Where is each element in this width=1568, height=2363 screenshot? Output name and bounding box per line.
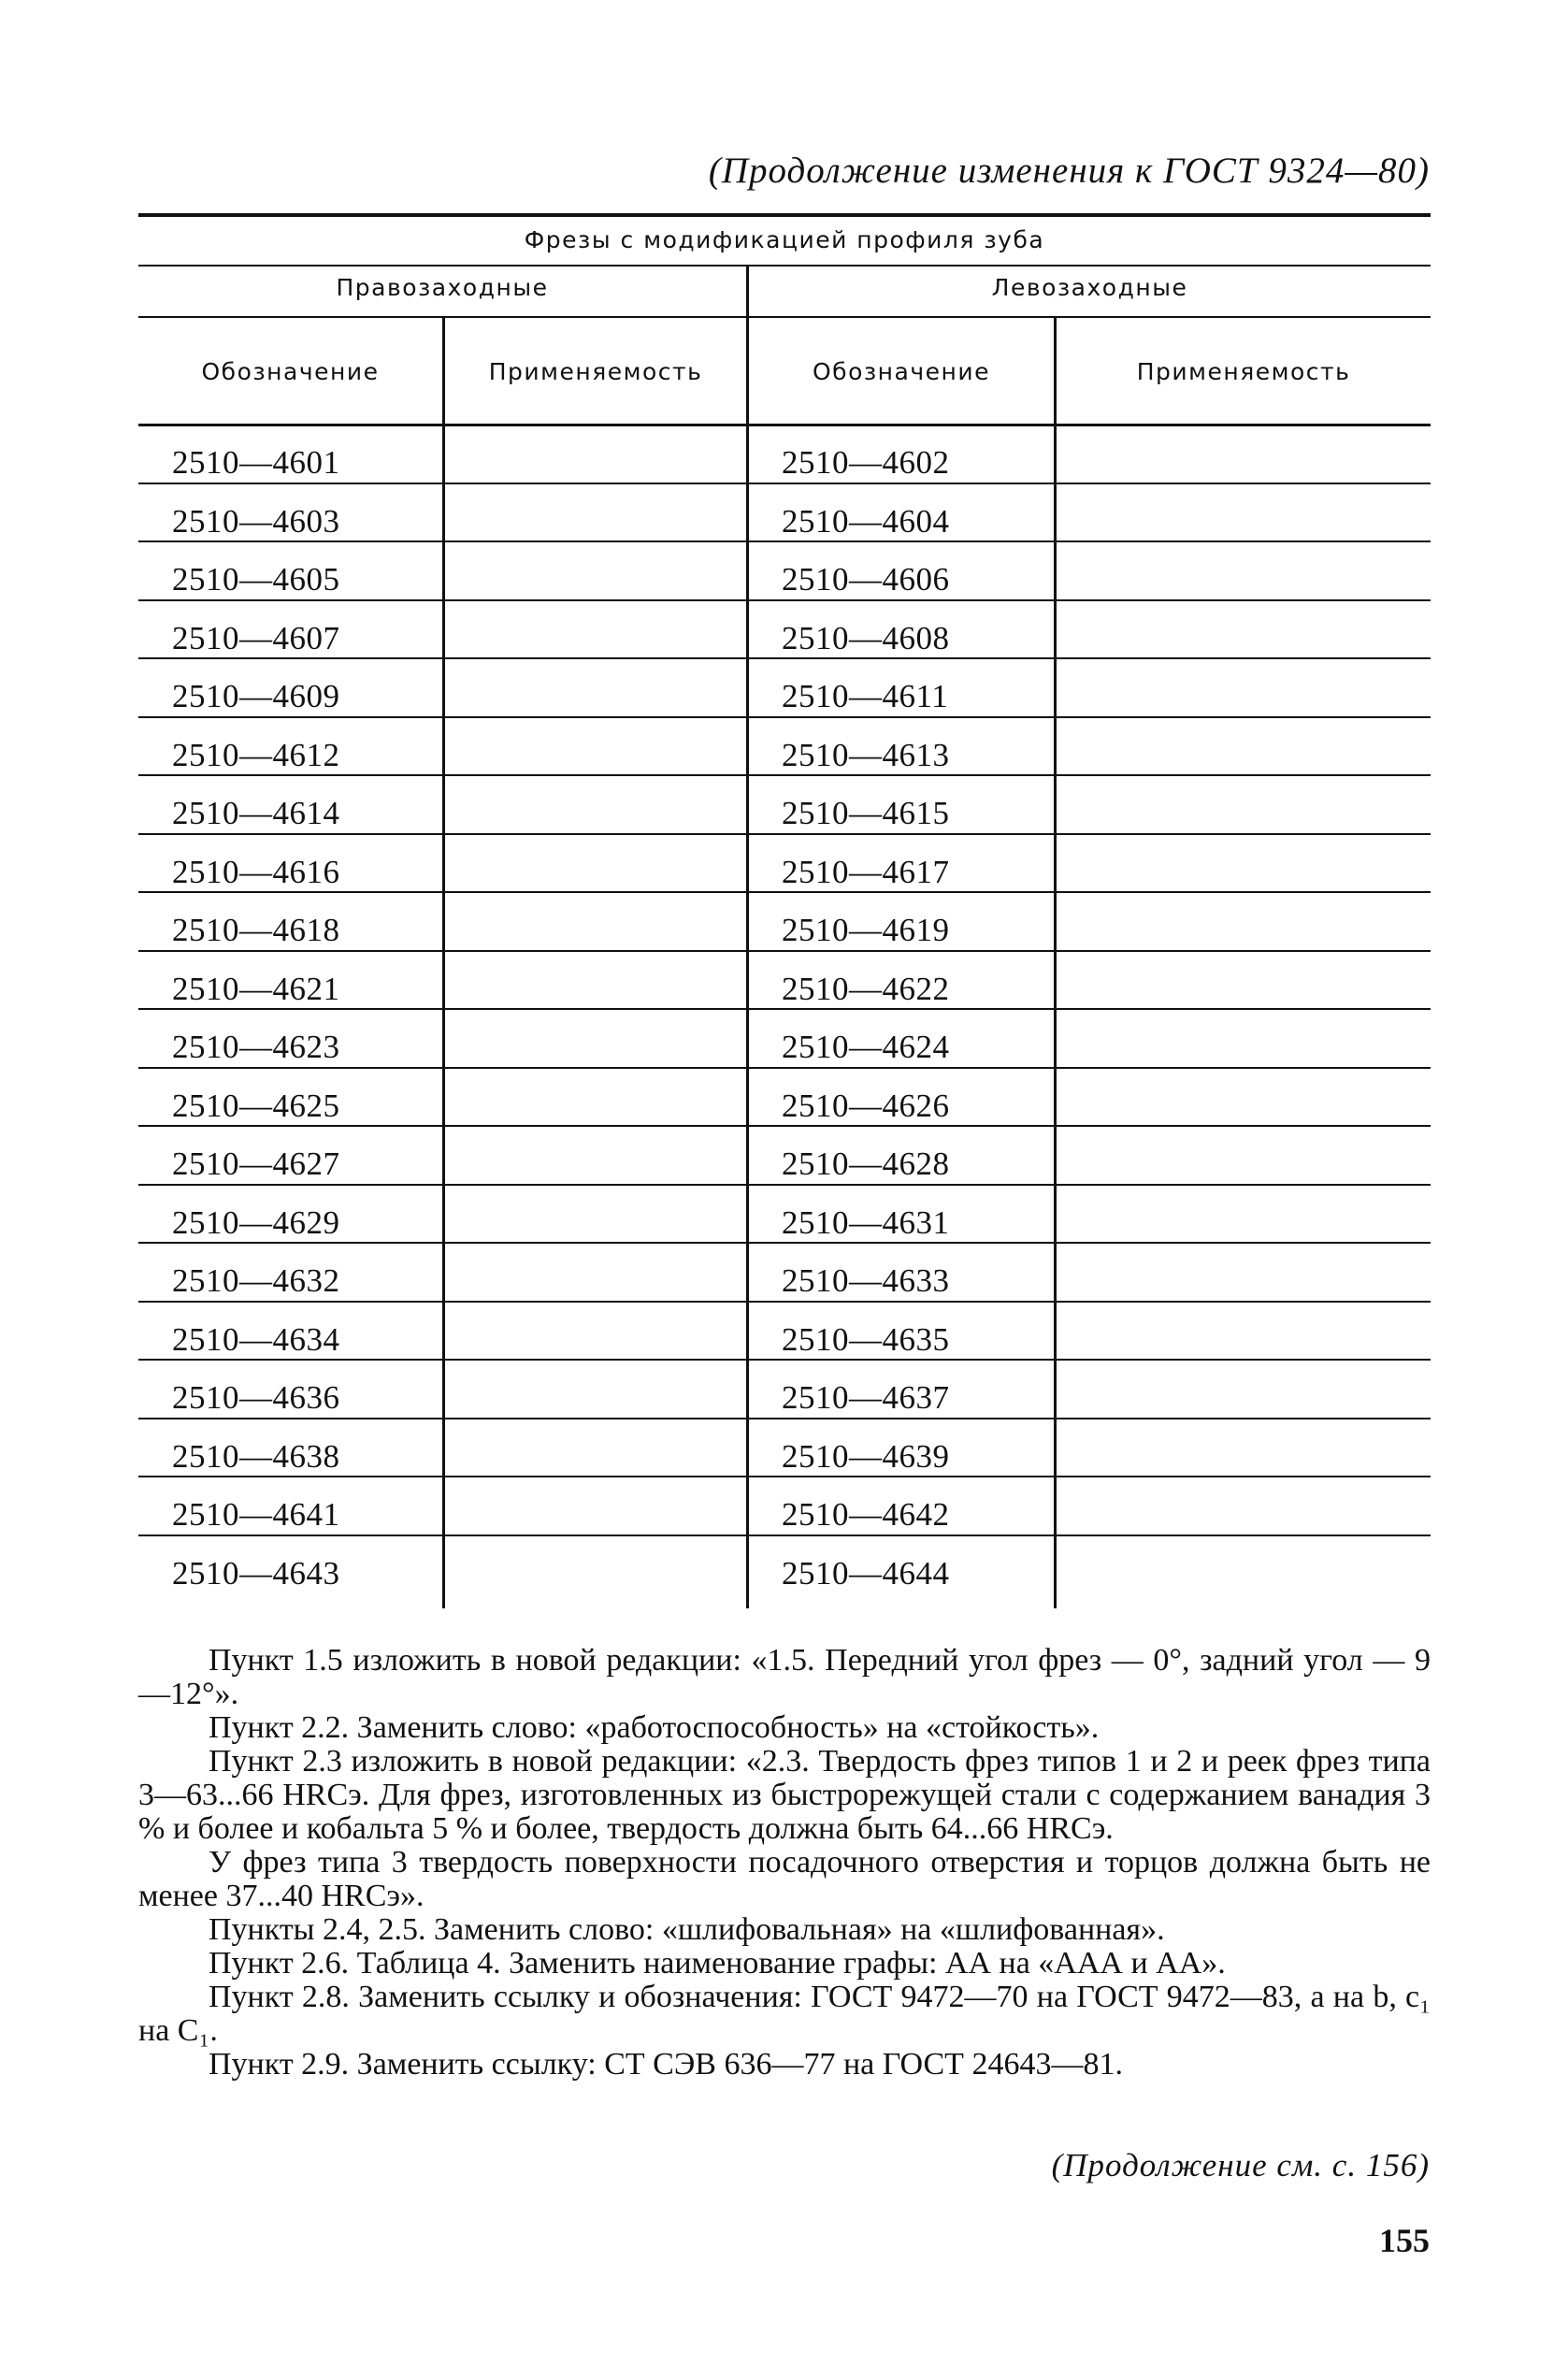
- row-rule: [1057, 774, 1431, 776]
- row-rule: [445, 1359, 746, 1361]
- left-hand-designation: 2510—4622: [782, 970, 950, 1007]
- left-hand-designation: 2510—4626: [782, 1087, 950, 1124]
- row-rule: [749, 774, 1054, 776]
- col-header-applicability: Применяемость: [488, 358, 703, 385]
- row-rule: [749, 1359, 1054, 1361]
- col-header-applicability: Применяемость: [1136, 358, 1351, 385]
- row-rule: [445, 483, 746, 484]
- row-rule: [138, 833, 442, 835]
- row-rule: [138, 891, 442, 893]
- row-rule: [749, 1301, 1054, 1303]
- group-header-left-hand: Левозаходные: [991, 274, 1188, 301]
- table-caption: Фрезы с модификацией профиля зуба: [524, 226, 1045, 253]
- row-rule: [445, 1184, 746, 1186]
- right-hand-designation: 2510—4607: [172, 619, 340, 656]
- row-rule: [749, 950, 1054, 952]
- row-rule: [445, 1008, 746, 1010]
- row-rule: [1057, 833, 1431, 835]
- left-hand-designation: 2510—4617: [782, 853, 950, 890]
- table-row: [138, 1132, 1431, 1191]
- left-hand-designation: 2510—4602: [782, 444, 950, 481]
- left-hand-designation: 2510—4635: [782, 1320, 950, 1358]
- row-rule: [1057, 599, 1431, 601]
- row-rule: [445, 774, 746, 776]
- table-row: [138, 1542, 1431, 1601]
- row-rule: [138, 657, 442, 659]
- col-header-designation: Обозначение: [201, 358, 380, 385]
- row-rule: [138, 1301, 442, 1303]
- right-hand-designation: 2510—4621: [172, 970, 340, 1007]
- row-rule: [1057, 1359, 1431, 1361]
- table-row: [138, 899, 1431, 958]
- row-rule: [445, 1067, 746, 1069]
- table-row: [138, 1191, 1431, 1250]
- row-rule: [1057, 1418, 1431, 1419]
- row-rule: [138, 1008, 442, 1010]
- left-hand-designation: 2510—4628: [782, 1145, 950, 1182]
- row-rule: [445, 1125, 746, 1127]
- running-head: (Продолжение изменения к ГОСТ 9324—80): [708, 151, 1430, 191]
- right-hand-designation: 2510—4643: [172, 1554, 340, 1592]
- left-hand-designation: 2510—4606: [782, 561, 950, 598]
- row-rule: [1057, 1476, 1431, 1477]
- table-header-rule: [138, 424, 1431, 426]
- table-row: [138, 548, 1431, 607]
- right-hand-designation: 2510—4601: [172, 444, 340, 481]
- row-rule: [749, 1125, 1054, 1127]
- row-rule: [1057, 1067, 1431, 1069]
- table-vline: [746, 267, 749, 316]
- row-rule: [1057, 657, 1431, 659]
- table-row: [138, 1074, 1431, 1133]
- right-hand-designation: 2510—4614: [172, 795, 340, 831]
- row-rule: [138, 1125, 442, 1127]
- table-rule: [138, 316, 1431, 318]
- row-rule: [138, 1184, 442, 1186]
- row-rule: [138, 774, 442, 776]
- group-header-right-hand: Правозаходные: [336, 274, 549, 301]
- right-hand-designation: 2510—4638: [172, 1437, 340, 1475]
- table-row: [138, 490, 1431, 549]
- table-row: [138, 1425, 1431, 1484]
- row-rule: [749, 1476, 1054, 1477]
- amendment-paragraph: Пункт 2.8. Заменить ссылку и обозначения: ГОСТ 9472—70 на ГОСТ 9472—83, a на b, c₁ на C₁.: [138, 1980, 1431, 2048]
- row-rule: [1057, 1184, 1431, 1186]
- page-number: 155: [1379, 2222, 1430, 2259]
- table-vline: [1054, 318, 1057, 424]
- right-hand-designation: 2510—4632: [172, 1262, 340, 1299]
- table-row: [138, 841, 1431, 900]
- left-hand-designation: 2510—4633: [782, 1262, 950, 1299]
- amendment-paragraph: Пункт 2.9. Заменить ссылку: СТ СЭВ 636—77 на ГОСТ 24643—81.: [209, 2047, 1123, 2082]
- row-rule: [138, 1476, 442, 1477]
- continuation-note: (Продолжение см. с. 156): [1051, 2147, 1430, 2183]
- row-rule: [138, 716, 442, 718]
- table-row: [138, 1483, 1431, 1542]
- row-rule: [445, 716, 746, 718]
- left-hand-designation: 2510—4644: [782, 1554, 950, 1592]
- row-rule: [138, 1535, 442, 1536]
- row-rule: [1057, 540, 1431, 542]
- row-rule: [1057, 1242, 1431, 1244]
- left-hand-designation: 2510—4611: [782, 678, 949, 714]
- table-row: [138, 1016, 1431, 1074]
- row-rule: [749, 1184, 1054, 1186]
- table-row: [138, 665, 1431, 724]
- row-rule: [749, 833, 1054, 835]
- left-hand-designation: 2510—4619: [782, 912, 950, 948]
- table-row: [138, 958, 1431, 1016]
- table-row: [138, 431, 1431, 490]
- row-rule: [445, 1476, 746, 1477]
- row-rule: [749, 1535, 1054, 1536]
- amendment-paragraph: Пункт 2.2. Заменить слово: «работоспособность» на «стойкость».: [209, 1710, 1100, 1745]
- row-rule: [445, 950, 746, 952]
- left-hand-designation: 2510—4613: [782, 736, 950, 773]
- table-row: [138, 1249, 1431, 1308]
- row-rule: [749, 891, 1054, 893]
- row-rule: [445, 1242, 746, 1244]
- right-hand-designation: 2510—4605: [172, 561, 340, 598]
- right-hand-designation: 2510—4634: [172, 1320, 340, 1358]
- row-rule: [138, 483, 442, 484]
- right-hand-designation: 2510—4618: [172, 912, 340, 948]
- amendment-text: [138, 1644, 1431, 2082]
- left-hand-designation: 2510—4642: [782, 1496, 950, 1533]
- table-row: [138, 724, 1431, 783]
- row-rule: [445, 540, 746, 542]
- row-rule: [1057, 950, 1431, 952]
- right-hand-designation: 2510—4616: [172, 853, 340, 890]
- amendment-paragraph: У фрез типа 3 твердость поверхности посадочного отверстия и торцов должна быть не менее 37...40 HRCэ».: [138, 1845, 1431, 1913]
- row-rule: [749, 1418, 1054, 1419]
- table-body: [138, 431, 1431, 1600]
- right-hand-designation: 2510—4641: [172, 1496, 340, 1533]
- table-top-rule: [138, 213, 1431, 217]
- right-hand-designation: 2510—4612: [172, 736, 340, 773]
- row-rule: [445, 833, 746, 835]
- row-rule: [445, 657, 746, 659]
- table-vline: [442, 318, 445, 424]
- row-rule: [749, 1008, 1054, 1010]
- left-hand-designation: 2510—4624: [782, 1029, 950, 1065]
- row-rule: [445, 1418, 746, 1419]
- row-rule: [445, 1301, 746, 1303]
- row-rule: [749, 540, 1054, 542]
- amendment-paragraph: Пункты 2.4, 2.5. Заменить слово: «шлифовальная» на «шлифованная».: [209, 1912, 1165, 1947]
- right-hand-designation: 2510—4609: [172, 678, 340, 714]
- row-rule: [445, 891, 746, 893]
- row-rule: [749, 1067, 1054, 1069]
- row-rule: [749, 716, 1054, 718]
- left-hand-designation: 2510—4631: [782, 1203, 950, 1241]
- table-rule: [138, 265, 1431, 267]
- table-row: [138, 782, 1431, 841]
- amendment-paragraph: Пункт 2.6. Таблица 4. Заменить наименование графы: АА на «ААА и АА».: [209, 1946, 1226, 1981]
- right-hand-designation: 2510—4625: [172, 1087, 340, 1124]
- row-rule: [1057, 1301, 1431, 1303]
- row-rule: [1057, 1008, 1431, 1010]
- row-rule: [749, 483, 1054, 484]
- row-rule: [138, 599, 442, 601]
- row-rule: [138, 1359, 442, 1361]
- row-rule: [749, 1242, 1054, 1244]
- left-hand-designation: 2510—4639: [782, 1437, 950, 1475]
- row-rule: [1057, 891, 1431, 893]
- amendment-paragraph: Пункт 1.5 изложить в новой редакции: «1.5. Передний угол фрез — 0°, задний угол — 9—12°».: [138, 1643, 1431, 1711]
- row-rule: [1057, 483, 1431, 484]
- left-hand-designation: 2510—4637: [782, 1379, 950, 1416]
- row-rule: [1057, 1125, 1431, 1127]
- left-hand-designation: 2510—4604: [782, 502, 950, 540]
- row-rule: [445, 599, 746, 601]
- right-hand-designation: 2510—4629: [172, 1203, 340, 1241]
- table-vline: [746, 318, 749, 424]
- row-rule: [138, 1242, 442, 1244]
- row-rule: [138, 950, 442, 952]
- row-rule: [138, 1067, 442, 1069]
- table-row: [138, 1366, 1431, 1425]
- row-rule: [1057, 1535, 1431, 1536]
- row-rule: [138, 540, 442, 542]
- right-hand-designation: 2510—4627: [172, 1145, 340, 1182]
- row-rule: [749, 657, 1054, 659]
- left-hand-designation: 2510—4608: [782, 619, 950, 656]
- amendment-paragraph: Пункт 2.3 изложить в новой редакции: «2.3. Твердость фрез типов 1 и 2 и реек фрез типа 3—63...66 HRCэ. Для фрез, изготовленных из быстрорежущей стали с содержанием ванадия 3 % и более и кобальта 5 % и более, твердость должна быть 64...66 HRCэ.: [138, 1744, 1431, 1846]
- row-rule: [445, 1535, 746, 1536]
- right-hand-designation: 2510—4636: [172, 1379, 340, 1416]
- table-row: [138, 607, 1431, 666]
- col-header-designation: Обозначение: [813, 358, 990, 385]
- left-hand-designation: 2510—4615: [782, 795, 950, 831]
- right-hand-designation: 2510—4603: [172, 502, 340, 540]
- row-rule: [138, 1418, 442, 1419]
- table-row: [138, 1308, 1431, 1367]
- right-hand-designation: 2510—4623: [172, 1029, 340, 1065]
- row-rule: [1057, 716, 1431, 718]
- row-rule: [749, 599, 1054, 601]
